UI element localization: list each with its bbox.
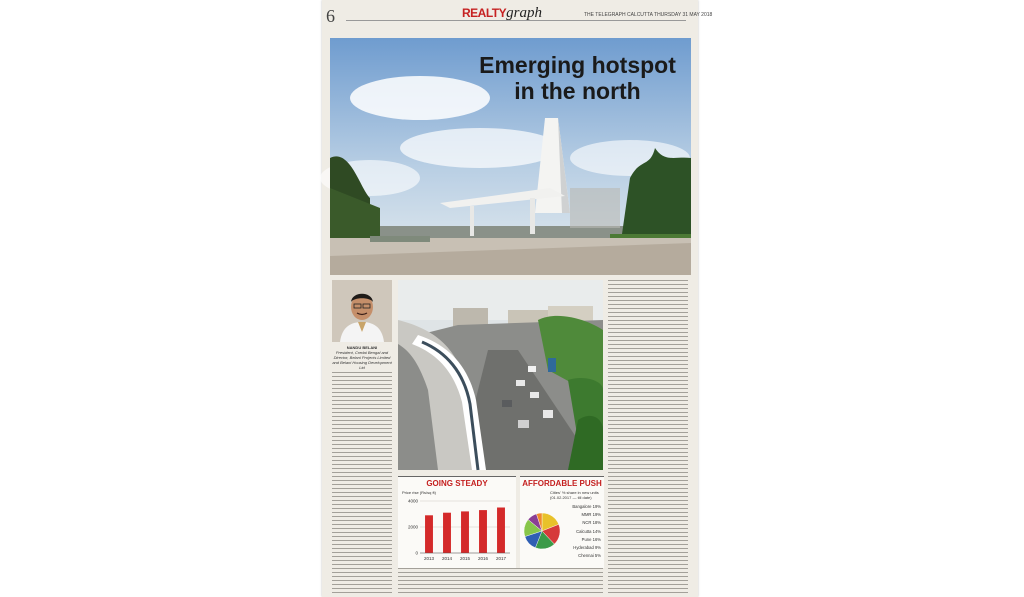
author-portrait	[332, 280, 392, 342]
legend-item-bangalore: Bangalore 19%	[572, 504, 601, 509]
legend-item-pune: Pune 16%	[581, 536, 601, 542]
legend-item-mmr: MMR 19%	[581, 512, 601, 518]
x-tick-label: 2015	[459, 556, 471, 561]
headline-line-2: in the north	[514, 78, 641, 104]
bar	[461, 511, 469, 553]
affordable-push-title: AFFORDABLE PUSH	[522, 479, 602, 488]
legend-item-calcutta: Calcutta 14%	[576, 528, 601, 534]
bar	[425, 515, 433, 553]
x-tick-label: 2013	[423, 556, 435, 561]
going-steady-box	[398, 476, 516, 568]
metro-photo-illustration	[398, 280, 603, 470]
metro-photo	[398, 280, 603, 470]
x-tick-label: 2016	[477, 556, 489, 561]
legend-item-hyderabad: Hyderabad 9%	[573, 545, 601, 551]
affordable-push-subtitle-line-1: Cities' % share in new units	[550, 490, 599, 495]
legend-item-ncr: NCR 18%	[582, 520, 601, 526]
affordable-push-box	[520, 476, 604, 568]
section-masthead	[462, 4, 572, 24]
article-column-right	[608, 280, 688, 594]
y-tick-label: 0	[415, 550, 418, 556]
dateline: THE TELEGRAPH CALCUTTA THURSDAY 31 MAY 2018	[584, 12, 713, 18]
article-column-bottom	[398, 568, 603, 594]
profile-title: President, Credai Bengal and Director, Belani Projects Limited and Belani Housing Development Ltd	[332, 350, 392, 370]
masthead-realty: REALTY	[462, 6, 507, 20]
masthead-graph: graph	[506, 5, 542, 21]
going-steady-axis-label: Price rise (Rs/sq ft)	[402, 490, 437, 495]
x-tick-label: 2014	[441, 556, 453, 561]
pie-legend	[562, 503, 601, 560]
page-number: 6	[326, 6, 335, 26]
headline	[470, 52, 685, 104]
newspaper-page	[322, 0, 713, 597]
article-column-left	[332, 372, 392, 594]
headline-line-1: Emerging hotspot	[479, 52, 676, 78]
affordable-push-subtitle-line-2: (01.02.2017 — till date)	[550, 495, 592, 500]
y-tick-label: 2000	[407, 524, 418, 530]
going-steady-chart	[398, 495, 516, 567]
bar	[479, 510, 487, 553]
profile-name: NANDU BELANI	[346, 345, 378, 350]
portrait-illustration	[332, 280, 392, 342]
bar	[443, 513, 451, 553]
y-tick-label: 4000	[407, 498, 418, 504]
bar	[497, 508, 505, 554]
legend-item-chennai: Chennai 5%	[578, 553, 601, 559]
x-tick-label: 2017	[495, 556, 507, 561]
affordable-push-chart	[522, 485, 562, 567]
portrait-caption	[332, 345, 392, 370]
going-steady-title: GOING STEADY	[426, 479, 488, 488]
